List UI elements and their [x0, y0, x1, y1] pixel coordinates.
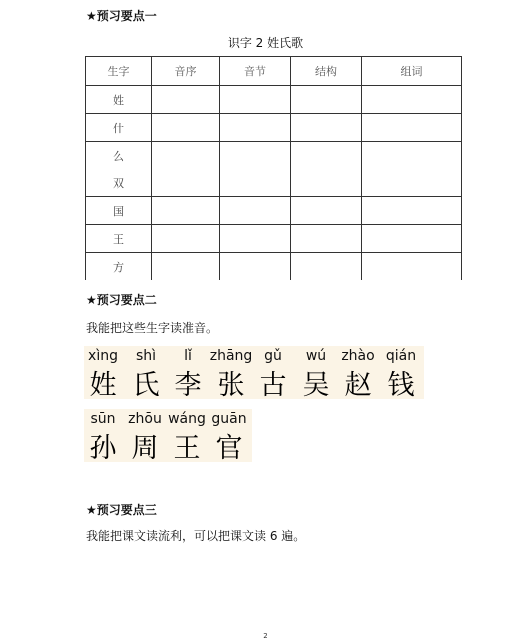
pinyin-card-2 — [84, 409, 252, 462]
blank-cell — [152, 142, 220, 197]
blank-cell — [152, 114, 220, 142]
pinyin: qián — [385, 348, 417, 364]
row-character: 国 — [86, 197, 152, 225]
table-row — [86, 197, 462, 225]
blank-cell — [291, 253, 362, 281]
hanzi: 姓 — [89, 370, 117, 401]
header-words: 组词 — [362, 57, 462, 86]
pinyin: gǔ — [264, 348, 282, 364]
table-row — [86, 114, 462, 142]
hanzi: 古 — [259, 370, 287, 401]
row-character: 么 — [86, 142, 152, 170]
row-character: 姓 — [86, 86, 152, 114]
blank-cell — [220, 86, 291, 114]
pinyin: guān — [211, 411, 247, 427]
hanzi: 氏 — [132, 370, 160, 401]
blank-cell — [291, 142, 362, 197]
blank-cell — [291, 114, 362, 142]
row-character: 王 — [86, 225, 152, 253]
blank-cell — [362, 114, 462, 142]
hanzi: 官 — [215, 433, 243, 464]
hanzi: 钱 — [387, 370, 415, 401]
pinyin: shì — [135, 348, 157, 364]
pinyin: wáng — [168, 411, 206, 427]
table-row — [86, 253, 462, 281]
hanzi-row-2 — [84, 426, 252, 464]
section1-heading: ★预习要点一 — [86, 9, 157, 23]
blank-cell — [291, 197, 362, 225]
pinyin: zhāng — [209, 348, 253, 364]
header-syllable: 音节 — [220, 57, 291, 86]
blank-cell — [362, 197, 462, 225]
hanzi: 周 — [131, 433, 159, 464]
hanzi: 李 — [174, 370, 202, 401]
table-header-row — [86, 57, 462, 86]
table-row — [86, 86, 462, 114]
blank-cell — [152, 197, 220, 225]
blank-cell — [362, 225, 462, 253]
table-title: 识字 2 姓氏歌 — [227, 36, 304, 50]
blank-cell — [220, 225, 291, 253]
pinyin: zhào — [341, 348, 375, 364]
row-character: 双 — [86, 169, 152, 197]
row-character: 什 — [86, 114, 152, 142]
pinyin-card-1 — [84, 346, 424, 399]
pinyin: wú — [305, 348, 327, 364]
table-row — [86, 142, 462, 170]
hanzi: 孙 — [89, 433, 117, 464]
blank-cell — [362, 86, 462, 114]
section3-instruction: 我能把课文读流利，可以把课文读 6 遍。 — [86, 529, 306, 543]
preview-table — [85, 56, 462, 280]
section2-heading: ★预习要点二 — [86, 293, 157, 307]
blank-cell — [362, 142, 462, 197]
blank-cell — [291, 86, 362, 114]
blank-cell — [220, 114, 291, 142]
hanzi: 张 — [217, 370, 245, 401]
blank-cell — [291, 225, 362, 253]
blank-cell — [152, 86, 220, 114]
section3-heading: ★预习要点三 — [86, 503, 157, 517]
header-characters: 生字 — [86, 57, 152, 86]
blank-cell — [362, 253, 462, 281]
header-initial: 音序 — [152, 57, 220, 86]
table-row — [86, 225, 462, 253]
blank-cell — [152, 253, 220, 281]
blank-cell — [220, 253, 291, 281]
page-number: 2 — [263, 632, 268, 640]
hanzi-row-1 — [84, 363, 424, 401]
header-structure: 结构 — [291, 57, 362, 86]
pinyin: zhōu — [128, 411, 162, 427]
section2-instruction: 我能把这些生字读准音。 — [86, 321, 219, 335]
blank-cell — [152, 225, 220, 253]
hanzi: 王 — [173, 433, 201, 464]
pinyin: sūn — [90, 411, 116, 427]
blank-cell — [220, 142, 291, 197]
hanzi: 吴 — [302, 370, 330, 401]
pinyin: lǐ — [184, 348, 192, 364]
pinyin: xìng — [88, 348, 118, 364]
blank-cell — [220, 197, 291, 225]
hanzi: 赵 — [344, 370, 372, 401]
row-character: 方 — [86, 253, 152, 281]
